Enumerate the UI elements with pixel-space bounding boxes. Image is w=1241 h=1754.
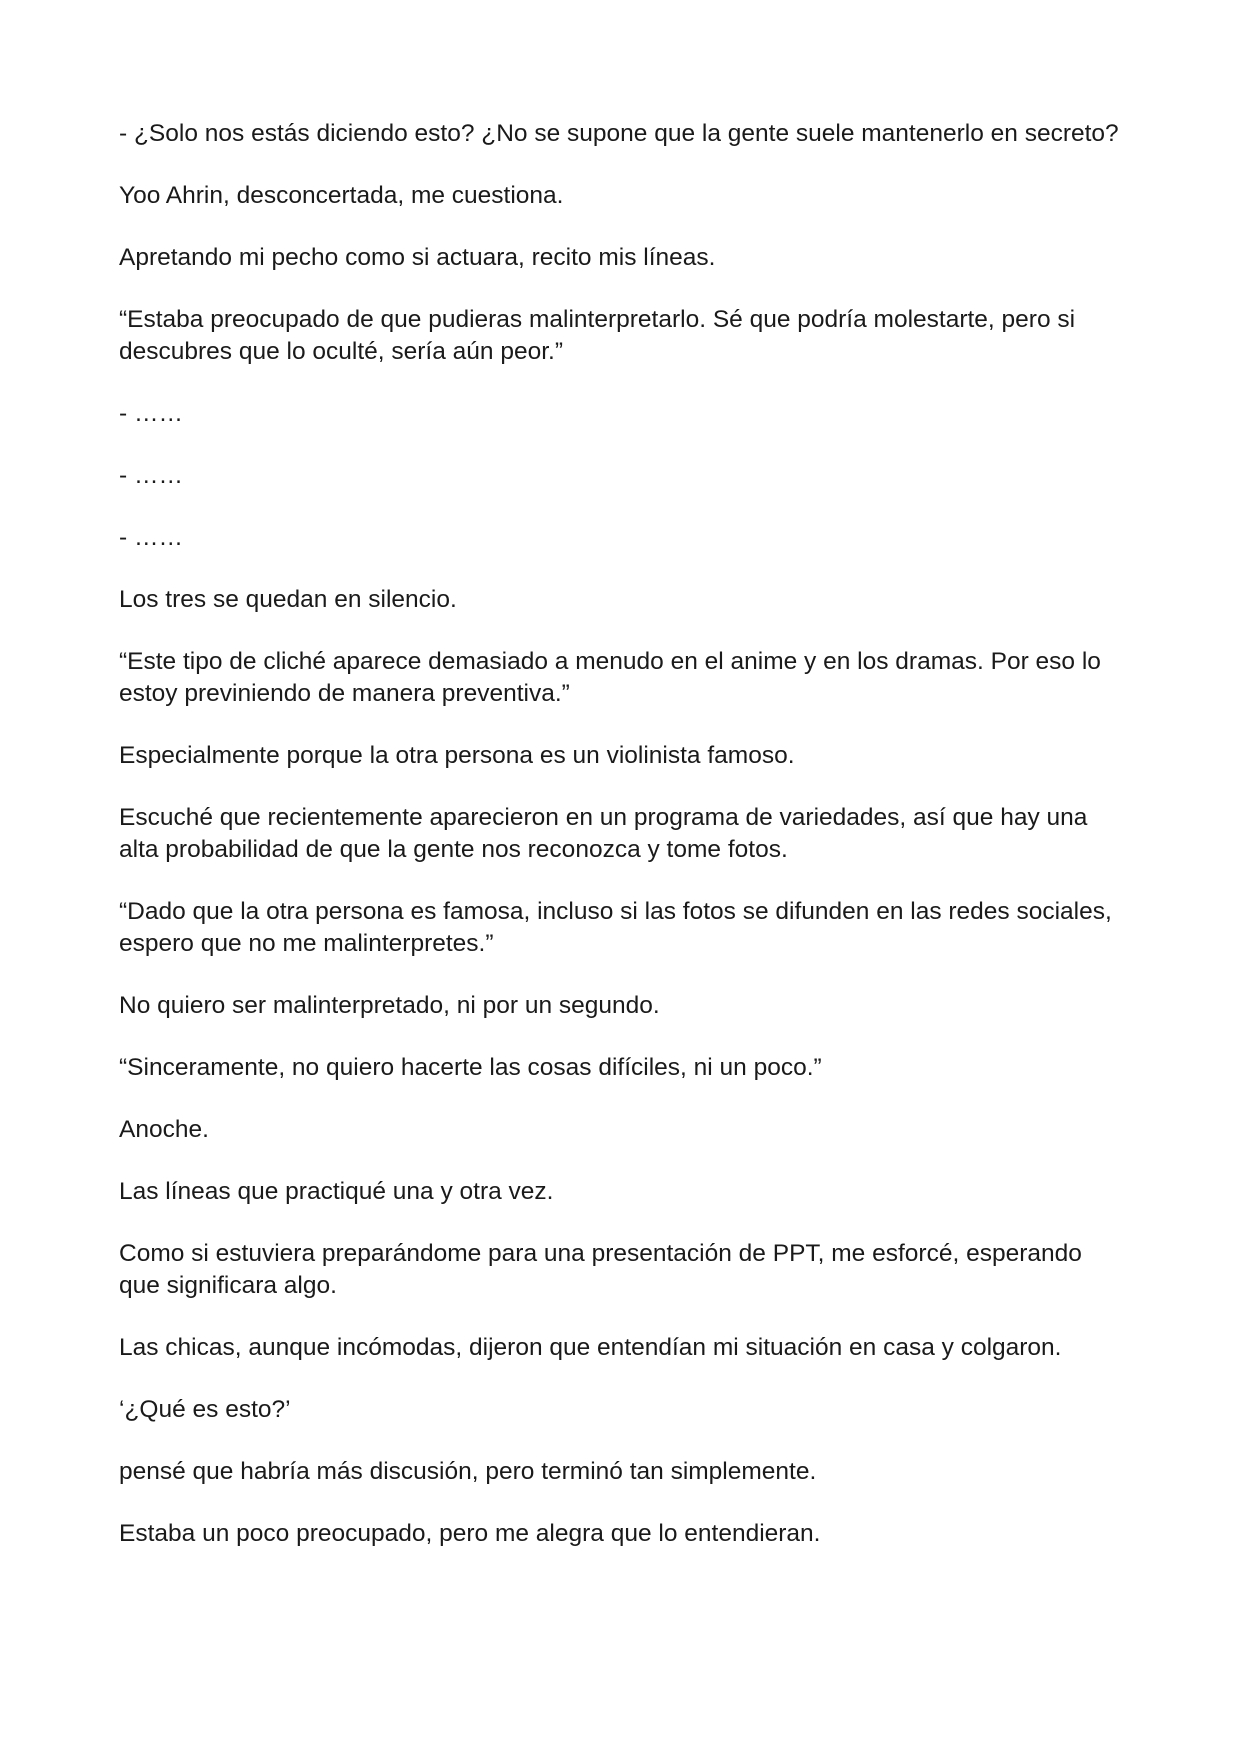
paragraph-14: “Sinceramente, no quiero hacerte las cosas difíciles, ni un poco.” (119, 1054, 822, 1081)
paragraph-21: Estaba un poco preocupado, pero me alegra que lo entendieran. (119, 1520, 821, 1547)
paragraph-10: Especialmente porque la otra persona es un violinista famoso. (119, 742, 795, 769)
paragraph-3: Apretando mi pecho como si actuara, recito mis líneas. (119, 244, 716, 271)
paragraph-15: Anoche. (119, 1116, 209, 1143)
paragraph-4: “Estaba preocupado de que pudieras malinterpretarlo. Sé que podría molestarte, pero si descubres que lo oculté, sería aún peor.” (119, 306, 1082, 365)
paragraph-1: - ¿Solo nos estás diciendo esto? ¿No se supone que la gente suele mantenerlo en secreto? (119, 120, 1119, 147)
paragraph-2: Yoo Ahrin, desconcertada, me cuestiona. (119, 182, 564, 209)
paragraph-7: - …… (119, 524, 183, 551)
paragraph-16: Las líneas que practiqué una y otra vez. (119, 1178, 554, 1205)
paragraph-13: No quiero ser malinterpretado, ni por un segundo. (119, 992, 660, 1019)
paragraph-17: Como si estuviera preparándome para una presentación de PPT, me esforcé, esperando que significara algo. (119, 1240, 1089, 1299)
paragraph-18: Las chicas, aunque incómodas, dijeron que entendían mi situación en casa y colgaron. (119, 1334, 1062, 1361)
paragraph-11: Escuché que recientemente aparecieron en un programa de variedades, así que hay una alta probabilidad de que la gente nos reconozca y tome fotos. (119, 804, 1095, 863)
paragraph-8: Los tres se quedan en silencio. (119, 586, 457, 613)
paragraph-5: - …… (119, 400, 183, 427)
paragraph-9: “Este tipo de cliché aparece demasiado a menudo en el anime y en los dramas. Por eso lo estoy previniendo de manera preventiva.” (119, 648, 1108, 707)
paragraph-6: - …… (119, 462, 183, 489)
paragraph-20: pensé que habría más discusión, pero terminó tan simplemente. (119, 1458, 817, 1485)
paragraph-19: ‘¿Qué es esto?’ (119, 1396, 291, 1423)
paragraph-12: “Dado que la otra persona es famosa, incluso si las fotos se difunden en las redes sociales, espero que no me malinterpretes.” (119, 898, 1119, 957)
document-body (119, 118, 1129, 1580)
